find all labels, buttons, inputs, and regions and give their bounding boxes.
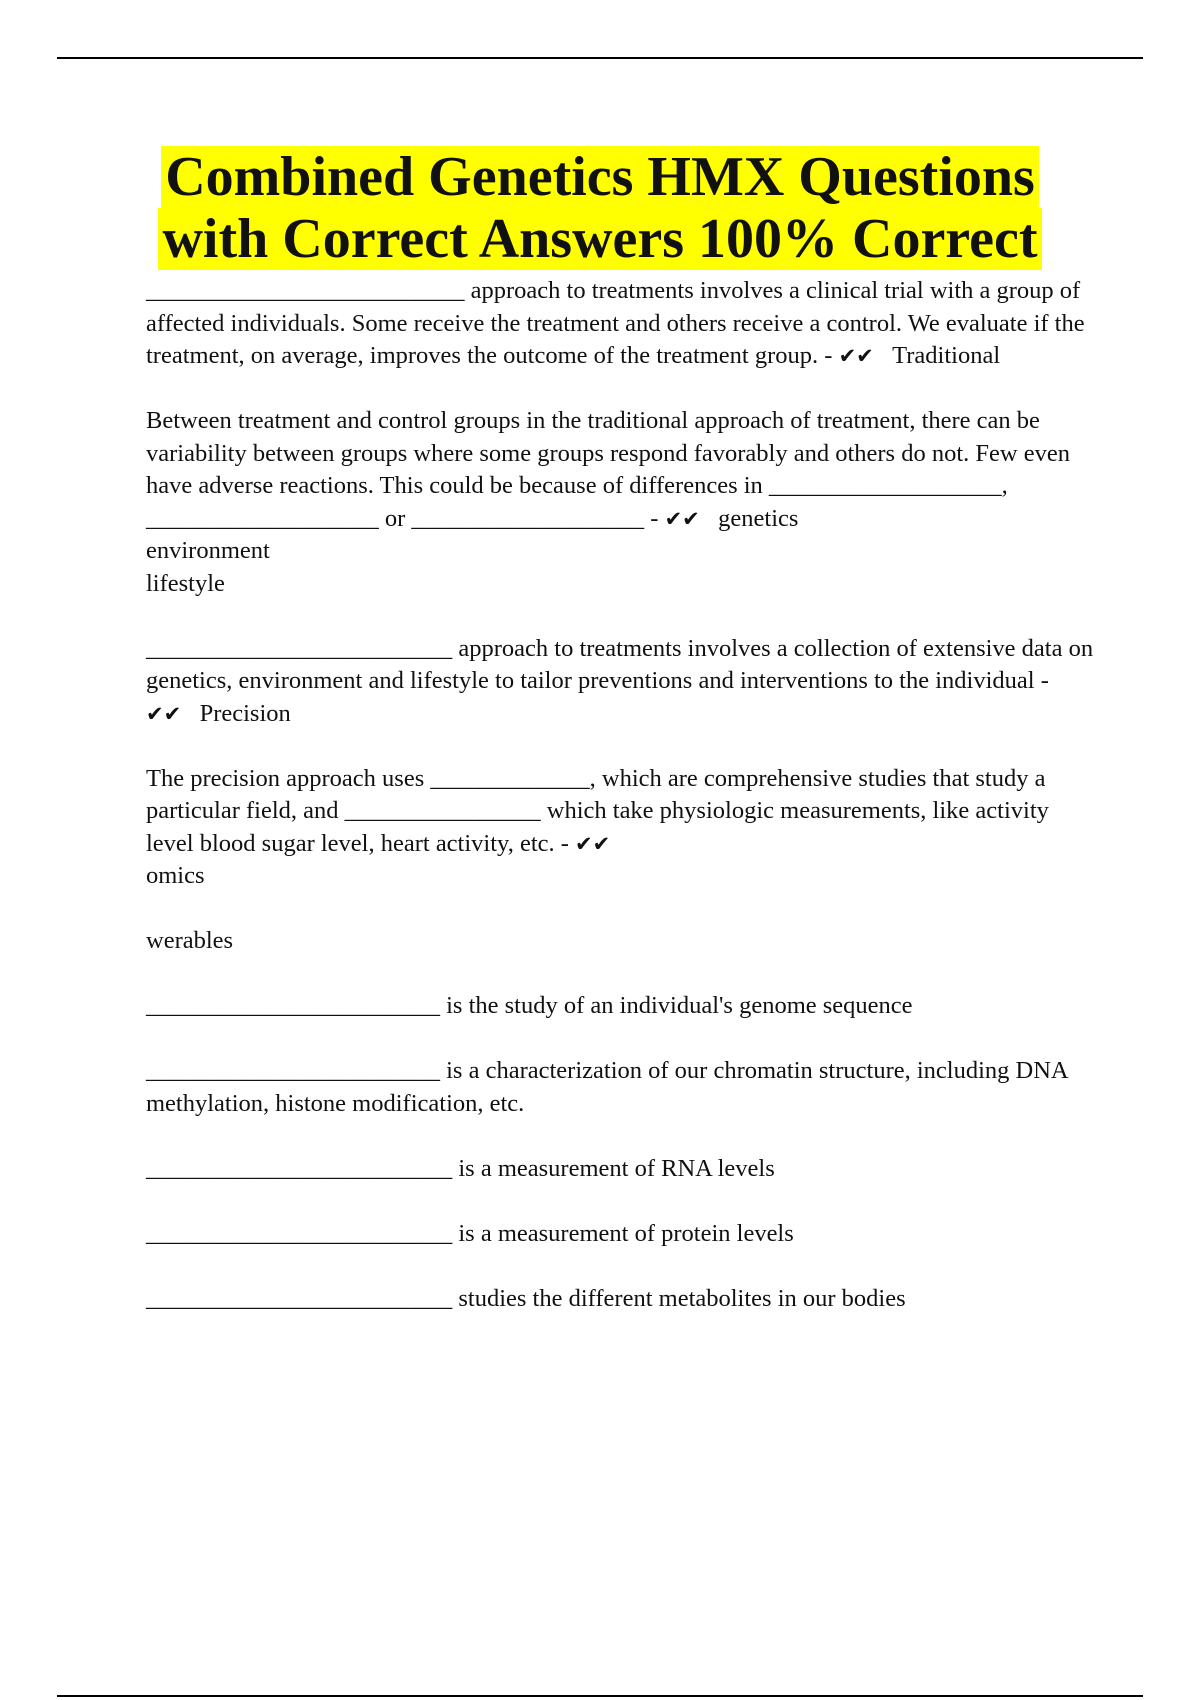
question-text: Between treatment and control groups in the traditional approach of treatment, there can be variability between groups where some groups respond favorably and others do not. Few even have adverse reactions. This could be because of differences in ___________________, ___________________ or ___________________ -: [146, 407, 1070, 532]
check-icon: ✔✔: [664, 506, 700, 531]
answer-text: lifestyle: [146, 569, 225, 597]
title-line-1: Combined Genetics HMX Questions: [161, 146, 1039, 208]
question-item: [146, 1218, 1096, 1251]
title-line-2: with Correct Answers 100% Correct: [158, 208, 1041, 270]
question-item: [146, 763, 1096, 958]
question-text: ________________________ is a characterization of our chromatin structure, including DNA methylation, histone modification, etc.: [146, 1057, 1068, 1117]
answer-text: Precision: [199, 699, 291, 727]
question-text: _________________________ approach to treatments involves a collection of extensive data on genetics, environment and lifestyle to tailor preventions and interventions to the individual -: [146, 634, 1094, 694]
check-icon: ✔✔: [838, 344, 874, 368]
question-text: _________________________ studies the different metabolites in our bodies: [146, 1284, 906, 1312]
question-item: [146, 275, 1096, 373]
footer-rule: [57, 1695, 1143, 1697]
answer-text: environment: [146, 537, 270, 564]
question-item: [146, 990, 1096, 1023]
question-text: ________________________ is the study of an individual's genome sequence: [146, 992, 913, 1019]
document-title: [0, 146, 1200, 270]
question-text: __________________________ approach to treatments involves a clinical trial with a group of affected individuals. Some receive the treatment and others receive a control. We evaluate if the treatment, on average, improves the outcome of the treatment group. -: [146, 277, 1085, 369]
question-item: [146, 1153, 1096, 1186]
check-icon: ✔✔: [146, 701, 182, 726]
header-rule: [57, 57, 1143, 59]
question-text: _________________________ is a measurement of RNA levels: [146, 1154, 775, 1182]
answer-text: Traditional: [892, 342, 1001, 369]
answer-text: omics: [146, 862, 205, 889]
answer-text: werables: [146, 927, 234, 954]
question-item: [146, 405, 1096, 600]
question-item: [146, 633, 1096, 731]
question-text: _________________________ is a measurement of protein levels: [146, 1219, 794, 1247]
answer-text: genetics: [718, 504, 799, 532]
check-icon: ✔✔: [575, 831, 611, 856]
question-list: [146, 275, 1096, 1348]
question-item: [146, 1055, 1096, 1120]
question-item: [146, 1283, 1096, 1316]
question-text: The precision approach uses _____________, which are comprehensive studies that study a particular field, and ________________ which take physiologic measurements, like activity level blood sugar level, heart activity, etc. -: [146, 764, 1049, 857]
